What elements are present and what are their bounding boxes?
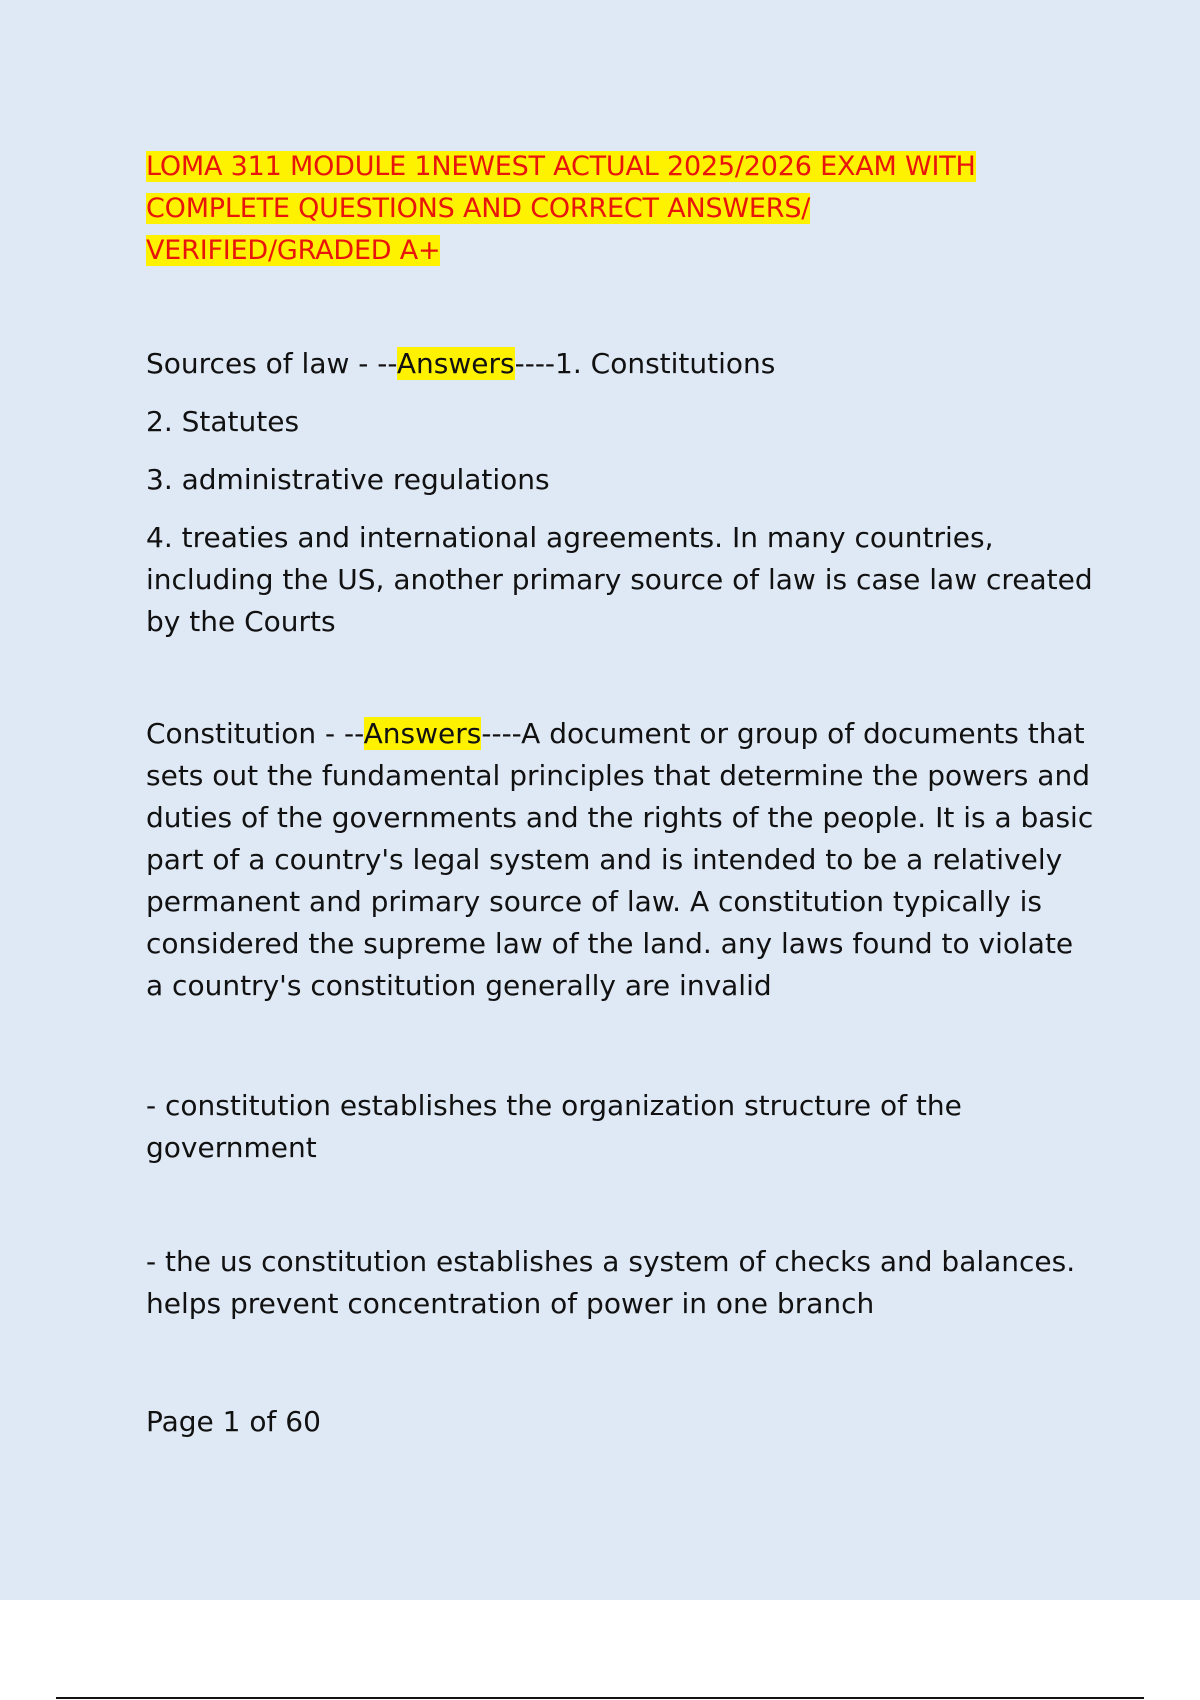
question-sources-of-law bbox=[146, 343, 1096, 385]
bottom-divider bbox=[56, 1697, 1144, 1699]
list-item: 3. administrative regulations bbox=[146, 463, 550, 496]
list-item: 2. Statutes bbox=[146, 405, 300, 438]
question-constitution bbox=[146, 713, 1096, 1007]
title-line-3: VERIFIED/GRADED A+ bbox=[146, 235, 441, 266]
document-content bbox=[146, 146, 1096, 1443]
answer-text: ----A document or group of documents that sets out the fundamental principles that determine the powers and duties of the governments and the rights of the people. It is a basic part of a country's legal system and is intended to be a relatively permanent and primary source of law. A constitution typically is considered the supreme law of the land. any laws found to violate a country's constitution generally are invalid bbox=[146, 717, 1094, 1002]
page-number: Page 1 of 60 bbox=[146, 1405, 321, 1438]
question-term: Sources of law - -- bbox=[146, 347, 397, 380]
document-title bbox=[146, 146, 1096, 272]
title-line-2: COMPLETE QUESTIONS AND CORRECT ANSWERS/ bbox=[146, 193, 811, 224]
bullet-note: - the us constitution establishes a system of checks and balances. helps prevent concentration of power in one branch bbox=[146, 1245, 1076, 1320]
answers-highlight: Answers bbox=[363, 717, 482, 750]
title-line-1: LOMA 311 MODULE 1NEWEST ACTUAL 2025/2026 EXAM WITH bbox=[146, 151, 976, 182]
answer-text: ----1. Constitutions bbox=[514, 347, 776, 380]
list-item: 4. treaties and international agreements. In many countries, including the US, another primary source of law is case law created by the Courts bbox=[146, 521, 1093, 638]
question-term: Constitution - -- bbox=[146, 717, 364, 750]
bullet-note: - constitution establishes the organization structure of the government bbox=[146, 1089, 962, 1164]
answers-highlight: Answers bbox=[396, 347, 515, 380]
